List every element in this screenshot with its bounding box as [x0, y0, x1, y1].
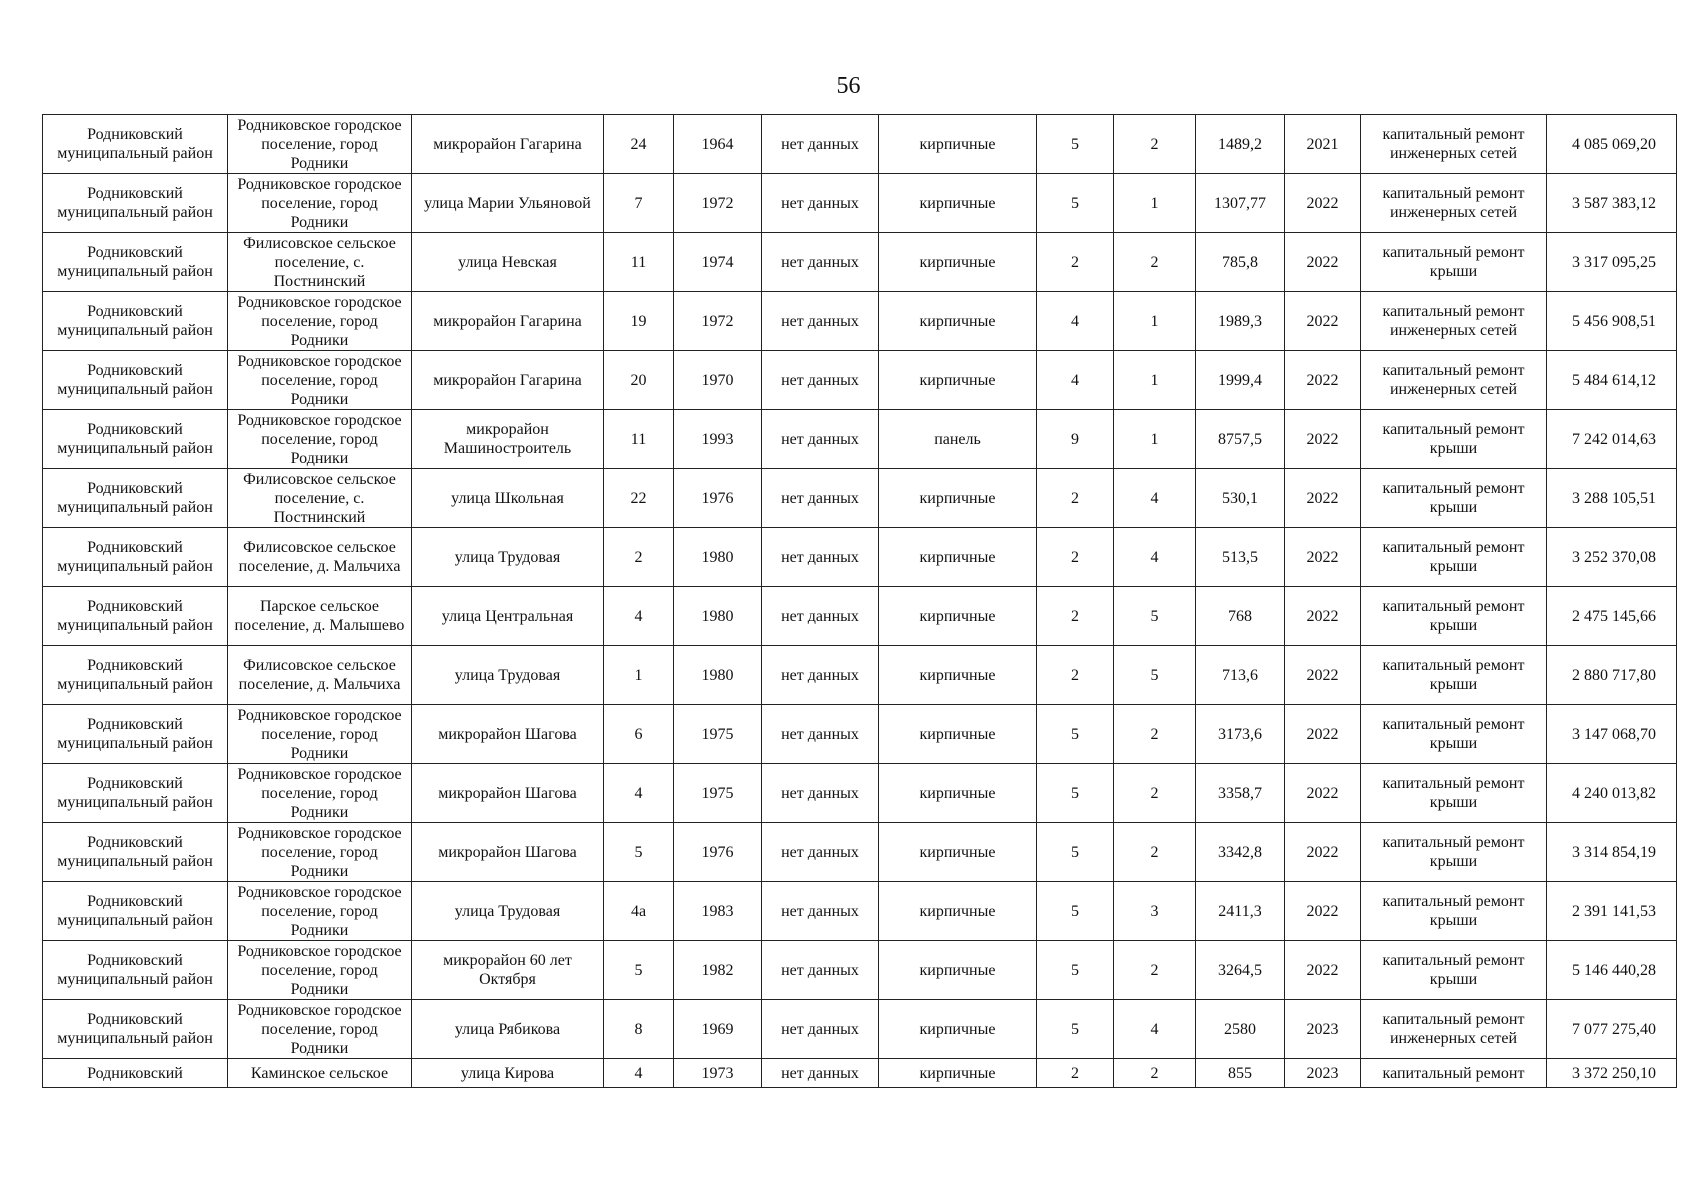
commissioning-cell: нет данных [762, 1000, 879, 1059]
area-cell: 855 [1196, 1059, 1285, 1088]
house-number-cell: 19 [604, 292, 674, 351]
year-built-cell: 1969 [674, 1000, 762, 1059]
settlement-cell: Родниковское городское поселение, город Родники [228, 705, 412, 764]
commissioning-cell: нет данных [762, 823, 879, 882]
work-type-cell: капитальный ремонт инженерных сетей [1361, 292, 1547, 351]
cost-cell: 3 314 854,19 [1547, 823, 1677, 882]
cost-cell: 2 880 717,80 [1547, 646, 1677, 705]
entrances-cell: 2 [1114, 941, 1196, 1000]
wall-material-cell: кирпичные [879, 174, 1037, 233]
house-number-cell: 11 [604, 233, 674, 292]
table-row [43, 1000, 1677, 1059]
commissioning-cell: нет данных [762, 115, 879, 174]
work-type-cell: капитальный ремонт крыши [1361, 587, 1547, 646]
year-built-cell: 1970 [674, 351, 762, 410]
entrances-cell: 2 [1114, 705, 1196, 764]
wall-material-cell: кирпичные [879, 351, 1037, 410]
commissioning-cell: нет данных [762, 705, 879, 764]
area-cell: 1489,2 [1196, 115, 1285, 174]
plan-year-cell: 2022 [1285, 233, 1361, 292]
wall-material-cell: кирпичные [879, 587, 1037, 646]
commissioning-cell: нет данных [762, 174, 879, 233]
work-type-cell: капитальный ремонт крыши [1361, 941, 1547, 1000]
district-cell: Родниковский муниципальный район [43, 587, 228, 646]
wall-material-cell: кирпичные [879, 115, 1037, 174]
table-row [43, 1059, 1677, 1088]
commissioning-cell: нет данных [762, 882, 879, 941]
area-cell: 513,5 [1196, 528, 1285, 587]
settlement-cell: Родниковское городское поселение, город Родники [228, 823, 412, 882]
wall-material-cell: кирпичные [879, 528, 1037, 587]
floors-cell: 5 [1037, 115, 1114, 174]
entrances-cell: 2 [1114, 1059, 1196, 1088]
entrances-cell: 1 [1114, 410, 1196, 469]
district-cell: Родниковский муниципальный район [43, 882, 228, 941]
house-number-cell: 4 [604, 587, 674, 646]
entrances-cell: 4 [1114, 528, 1196, 587]
district-cell: Родниковский муниципальный район [43, 115, 228, 174]
wall-material-cell: кирпичные [879, 469, 1037, 528]
house-number-cell: 20 [604, 351, 674, 410]
year-built-cell: 1975 [674, 764, 762, 823]
table-row [43, 410, 1677, 469]
entrances-cell: 2 [1114, 115, 1196, 174]
area-cell: 3264,5 [1196, 941, 1285, 1000]
cost-cell: 2 475 145,66 [1547, 587, 1677, 646]
work-type-cell: капитальный ремонт крыши [1361, 705, 1547, 764]
plan-year-cell: 2022 [1285, 587, 1361, 646]
cost-cell: 3 288 105,51 [1547, 469, 1677, 528]
settlement-cell: Каминское сельское [228, 1059, 412, 1088]
street-cell: улица Школьная [412, 469, 604, 528]
street-cell: микрорайон Шагова [412, 705, 604, 764]
floors-cell: 5 [1037, 705, 1114, 764]
district-cell: Родниковский муниципальный район [43, 823, 228, 882]
year-built-cell: 1980 [674, 587, 762, 646]
table-row [43, 941, 1677, 1000]
cost-cell: 3 252 370,08 [1547, 528, 1677, 587]
settlement-cell: Родниковское городское поселение, город Родники [228, 941, 412, 1000]
cost-cell: 5 456 908,51 [1547, 292, 1677, 351]
plan-year-cell: 2022 [1285, 292, 1361, 351]
wall-material-cell: кирпичные [879, 823, 1037, 882]
table-row [43, 764, 1677, 823]
plan-year-cell: 2022 [1285, 646, 1361, 705]
table-row [43, 587, 1677, 646]
street-cell: улица Кирова [412, 1059, 604, 1088]
plan-year-cell: 2022 [1285, 351, 1361, 410]
street-cell: улица Марии Ульяновой [412, 174, 604, 233]
house-number-cell: 4 [604, 1059, 674, 1088]
work-type-cell: капитальный ремонт инженерных сетей [1361, 1000, 1547, 1059]
entrances-cell: 2 [1114, 823, 1196, 882]
district-cell: Родниковский муниципальный район [43, 174, 228, 233]
floors-cell: 2 [1037, 469, 1114, 528]
settlement-cell: Филисовское сельское поселение, д. Мальчиха [228, 646, 412, 705]
work-type-cell: капитальный ремонт крыши [1361, 882, 1547, 941]
wall-material-cell: кирпичные [879, 1000, 1037, 1059]
district-cell: Родниковский муниципальный район [43, 1000, 228, 1059]
work-type-cell: капитальный ремонт крыши [1361, 764, 1547, 823]
work-type-cell: капитальный ремонт инженерных сетей [1361, 115, 1547, 174]
wall-material-cell: панель [879, 410, 1037, 469]
year-built-cell: 1974 [674, 233, 762, 292]
floors-cell: 4 [1037, 351, 1114, 410]
wall-material-cell: кирпичные [879, 292, 1037, 351]
floors-cell: 5 [1037, 941, 1114, 1000]
table-row [43, 174, 1677, 233]
plan-year-cell: 2022 [1285, 469, 1361, 528]
year-built-cell: 1980 [674, 646, 762, 705]
floors-cell: 2 [1037, 528, 1114, 587]
floors-cell: 4 [1037, 292, 1114, 351]
house-number-cell: 11 [604, 410, 674, 469]
district-cell: Родниковский муниципальный район [43, 646, 228, 705]
year-built-cell: 1964 [674, 115, 762, 174]
year-built-cell: 1983 [674, 882, 762, 941]
area-cell: 2411,3 [1196, 882, 1285, 941]
work-type-cell: капитальный ремонт инженерных сетей [1361, 174, 1547, 233]
floors-cell: 9 [1037, 410, 1114, 469]
cost-cell: 3 317 095,25 [1547, 233, 1677, 292]
street-cell: микрорайон Гагарина [412, 115, 604, 174]
year-built-cell: 1982 [674, 941, 762, 1000]
settlement-cell: Родниковское городское поселение, город Родники [228, 115, 412, 174]
district-cell: Родниковский муниципальный район [43, 941, 228, 1000]
cost-cell: 4 085 069,20 [1547, 115, 1677, 174]
plan-year-cell: 2022 [1285, 528, 1361, 587]
year-built-cell: 1975 [674, 705, 762, 764]
house-number-cell: 2 [604, 528, 674, 587]
entrances-cell: 2 [1114, 233, 1196, 292]
commissioning-cell: нет данных [762, 469, 879, 528]
entrances-cell: 1 [1114, 351, 1196, 410]
street-cell: улица Трудовая [412, 528, 604, 587]
cost-cell: 3 372 250,10 [1547, 1059, 1677, 1088]
house-number-cell: 5 [604, 941, 674, 1000]
wall-material-cell: кирпичные [879, 705, 1037, 764]
wall-material-cell: кирпичные [879, 233, 1037, 292]
area-cell: 785,8 [1196, 233, 1285, 292]
street-cell: микрорайон Шагова [412, 823, 604, 882]
entrances-cell: 5 [1114, 646, 1196, 705]
entrances-cell: 5 [1114, 587, 1196, 646]
entrances-cell: 1 [1114, 174, 1196, 233]
table-body [43, 115, 1677, 1088]
commissioning-cell: нет данных [762, 351, 879, 410]
wall-material-cell: кирпичные [879, 882, 1037, 941]
settlement-cell: Родниковское городское поселение, город Родники [228, 292, 412, 351]
commissioning-cell: нет данных [762, 292, 879, 351]
work-type-cell: капитальный ремонт крыши [1361, 646, 1547, 705]
entrances-cell: 3 [1114, 882, 1196, 941]
commissioning-cell: нет данных [762, 233, 879, 292]
area-cell: 3342,8 [1196, 823, 1285, 882]
district-cell: Родниковский муниципальный район [43, 764, 228, 823]
area-cell: 1307,77 [1196, 174, 1285, 233]
year-built-cell: 1972 [674, 174, 762, 233]
entrances-cell: 4 [1114, 1000, 1196, 1059]
house-number-cell: 7 [604, 174, 674, 233]
house-number-cell: 4 [604, 764, 674, 823]
settlement-cell: Родниковское городское поселение, город Родники [228, 764, 412, 823]
district-cell: Родниковский муниципальный район [43, 233, 228, 292]
table-row [43, 705, 1677, 764]
wall-material-cell: кирпичные [879, 646, 1037, 705]
cost-cell: 5 484 614,12 [1547, 351, 1677, 410]
entrances-cell: 1 [1114, 292, 1196, 351]
floors-cell: 5 [1037, 1000, 1114, 1059]
work-type-cell: капитальный ремонт крыши [1361, 469, 1547, 528]
cost-cell: 5 146 440,28 [1547, 941, 1677, 1000]
street-cell: улица Центральная [412, 587, 604, 646]
street-cell: улица Рябикова [412, 1000, 604, 1059]
commissioning-cell: нет данных [762, 764, 879, 823]
commissioning-cell: нет данных [762, 528, 879, 587]
street-cell: микрорайон Гагарина [412, 292, 604, 351]
settlement-cell: Филисовское сельское поселение, д. Мальчиха [228, 528, 412, 587]
housing-registry-table [42, 114, 1677, 1088]
street-cell: улица Трудовая [412, 882, 604, 941]
table-row [43, 233, 1677, 292]
table-row [43, 823, 1677, 882]
floors-cell: 2 [1037, 233, 1114, 292]
settlement-cell: Филисовское сельское поселение, с. Постнинский [228, 469, 412, 528]
floors-cell: 2 [1037, 646, 1114, 705]
work-type-cell: капитальный ремонт крыши [1361, 823, 1547, 882]
work-type-cell: капитальный ремонт крыши [1361, 410, 1547, 469]
commissioning-cell: нет данных [762, 646, 879, 705]
year-built-cell: 1980 [674, 528, 762, 587]
street-cell: микрорайон 60 лет Октября [412, 941, 604, 1000]
entrances-cell: 4 [1114, 469, 1196, 528]
house-number-cell: 1 [604, 646, 674, 705]
district-cell: Родниковский муниципальный район [43, 292, 228, 351]
street-cell: микрорайон Гагарина [412, 351, 604, 410]
house-number-cell: 22 [604, 469, 674, 528]
plan-year-cell: 2023 [1285, 1000, 1361, 1059]
street-cell: улица Трудовая [412, 646, 604, 705]
wall-material-cell: кирпичные [879, 941, 1037, 1000]
floors-cell: 5 [1037, 882, 1114, 941]
district-cell: Родниковский муниципальный район [43, 351, 228, 410]
house-number-cell: 6 [604, 705, 674, 764]
cost-cell: 3 587 383,12 [1547, 174, 1677, 233]
street-cell: улица Невская [412, 233, 604, 292]
plan-year-cell: 2021 [1285, 115, 1361, 174]
wall-material-cell: кирпичные [879, 1059, 1037, 1088]
year-built-cell: 1976 [674, 823, 762, 882]
plan-year-cell: 2022 [1285, 410, 1361, 469]
commissioning-cell: нет данных [762, 587, 879, 646]
floors-cell: 5 [1037, 174, 1114, 233]
floors-cell: 5 [1037, 764, 1114, 823]
settlement-cell: Парское сельское поселение, д. Малышево [228, 587, 412, 646]
table-row [43, 882, 1677, 941]
work-type-cell: капитальный ремонт [1361, 1059, 1547, 1088]
table-row [43, 528, 1677, 587]
house-number-cell: 8 [604, 1000, 674, 1059]
area-cell: 713,6 [1196, 646, 1285, 705]
plan-year-cell: 2022 [1285, 764, 1361, 823]
house-number-cell: 5 [604, 823, 674, 882]
work-type-cell: капитальный ремонт инженерных сетей [1361, 351, 1547, 410]
street-cell: микрорайон Шагова [412, 764, 604, 823]
cost-cell: 7 077 275,40 [1547, 1000, 1677, 1059]
area-cell: 1989,3 [1196, 292, 1285, 351]
table-row [43, 351, 1677, 410]
plan-year-cell: 2023 [1285, 1059, 1361, 1088]
settlement-cell: Родниковское городское поселение, город Родники [228, 410, 412, 469]
year-built-cell: 1976 [674, 469, 762, 528]
plan-year-cell: 2022 [1285, 941, 1361, 1000]
plan-year-cell: 2022 [1285, 174, 1361, 233]
house-number-cell: 4а [604, 882, 674, 941]
district-cell: Родниковский муниципальный район [43, 469, 228, 528]
district-cell: Родниковский муниципальный район [43, 410, 228, 469]
table-row [43, 115, 1677, 174]
plan-year-cell: 2022 [1285, 823, 1361, 882]
area-cell: 3173,6 [1196, 705, 1285, 764]
year-built-cell: 1973 [674, 1059, 762, 1088]
cost-cell: 7 242 014,63 [1547, 410, 1677, 469]
work-type-cell: капитальный ремонт крыши [1361, 528, 1547, 587]
cost-cell: 4 240 013,82 [1547, 764, 1677, 823]
commissioning-cell: нет данных [762, 1059, 879, 1088]
cost-cell: 2 391 141,53 [1547, 882, 1677, 941]
commissioning-cell: нет данных [762, 941, 879, 1000]
house-number-cell: 24 [604, 115, 674, 174]
wall-material-cell: кирпичные [879, 764, 1037, 823]
area-cell: 1999,4 [1196, 351, 1285, 410]
plan-year-cell: 2022 [1285, 705, 1361, 764]
district-cell: Родниковский муниципальный район [43, 528, 228, 587]
work-type-cell: капитальный ремонт крыши [1361, 233, 1547, 292]
district-cell: Родниковский муниципальный район [43, 705, 228, 764]
commissioning-cell: нет данных [762, 410, 879, 469]
area-cell: 3358,7 [1196, 764, 1285, 823]
table-row [43, 469, 1677, 528]
page-number: 56 [836, 73, 861, 99]
area-cell: 530,1 [1196, 469, 1285, 528]
floors-cell: 2 [1037, 587, 1114, 646]
area-cell: 2580 [1196, 1000, 1285, 1059]
area-cell: 8757,5 [1196, 410, 1285, 469]
area-cell: 768 [1196, 587, 1285, 646]
year-built-cell: 1993 [674, 410, 762, 469]
street-cell: микрорайон Машиностроитель [412, 410, 604, 469]
table-row [43, 646, 1677, 705]
year-built-cell: 1972 [674, 292, 762, 351]
settlement-cell: Родниковское городское поселение, город Родники [228, 351, 412, 410]
table-row [43, 292, 1677, 351]
entrances-cell: 2 [1114, 764, 1196, 823]
settlement-cell: Филисовское сельское поселение, с. Постнинский [228, 233, 412, 292]
floors-cell: 2 [1037, 1059, 1114, 1088]
settlement-cell: Родниковское городское поселение, город Родники [228, 1000, 412, 1059]
settlement-cell: Родниковское городское поселение, город Родники [228, 882, 412, 941]
floors-cell: 5 [1037, 823, 1114, 882]
cost-cell: 3 147 068,70 [1547, 705, 1677, 764]
district-cell: Родниковский [43, 1059, 228, 1088]
plan-year-cell: 2022 [1285, 882, 1361, 941]
settlement-cell: Родниковское городское поселение, город Родники [228, 174, 412, 233]
